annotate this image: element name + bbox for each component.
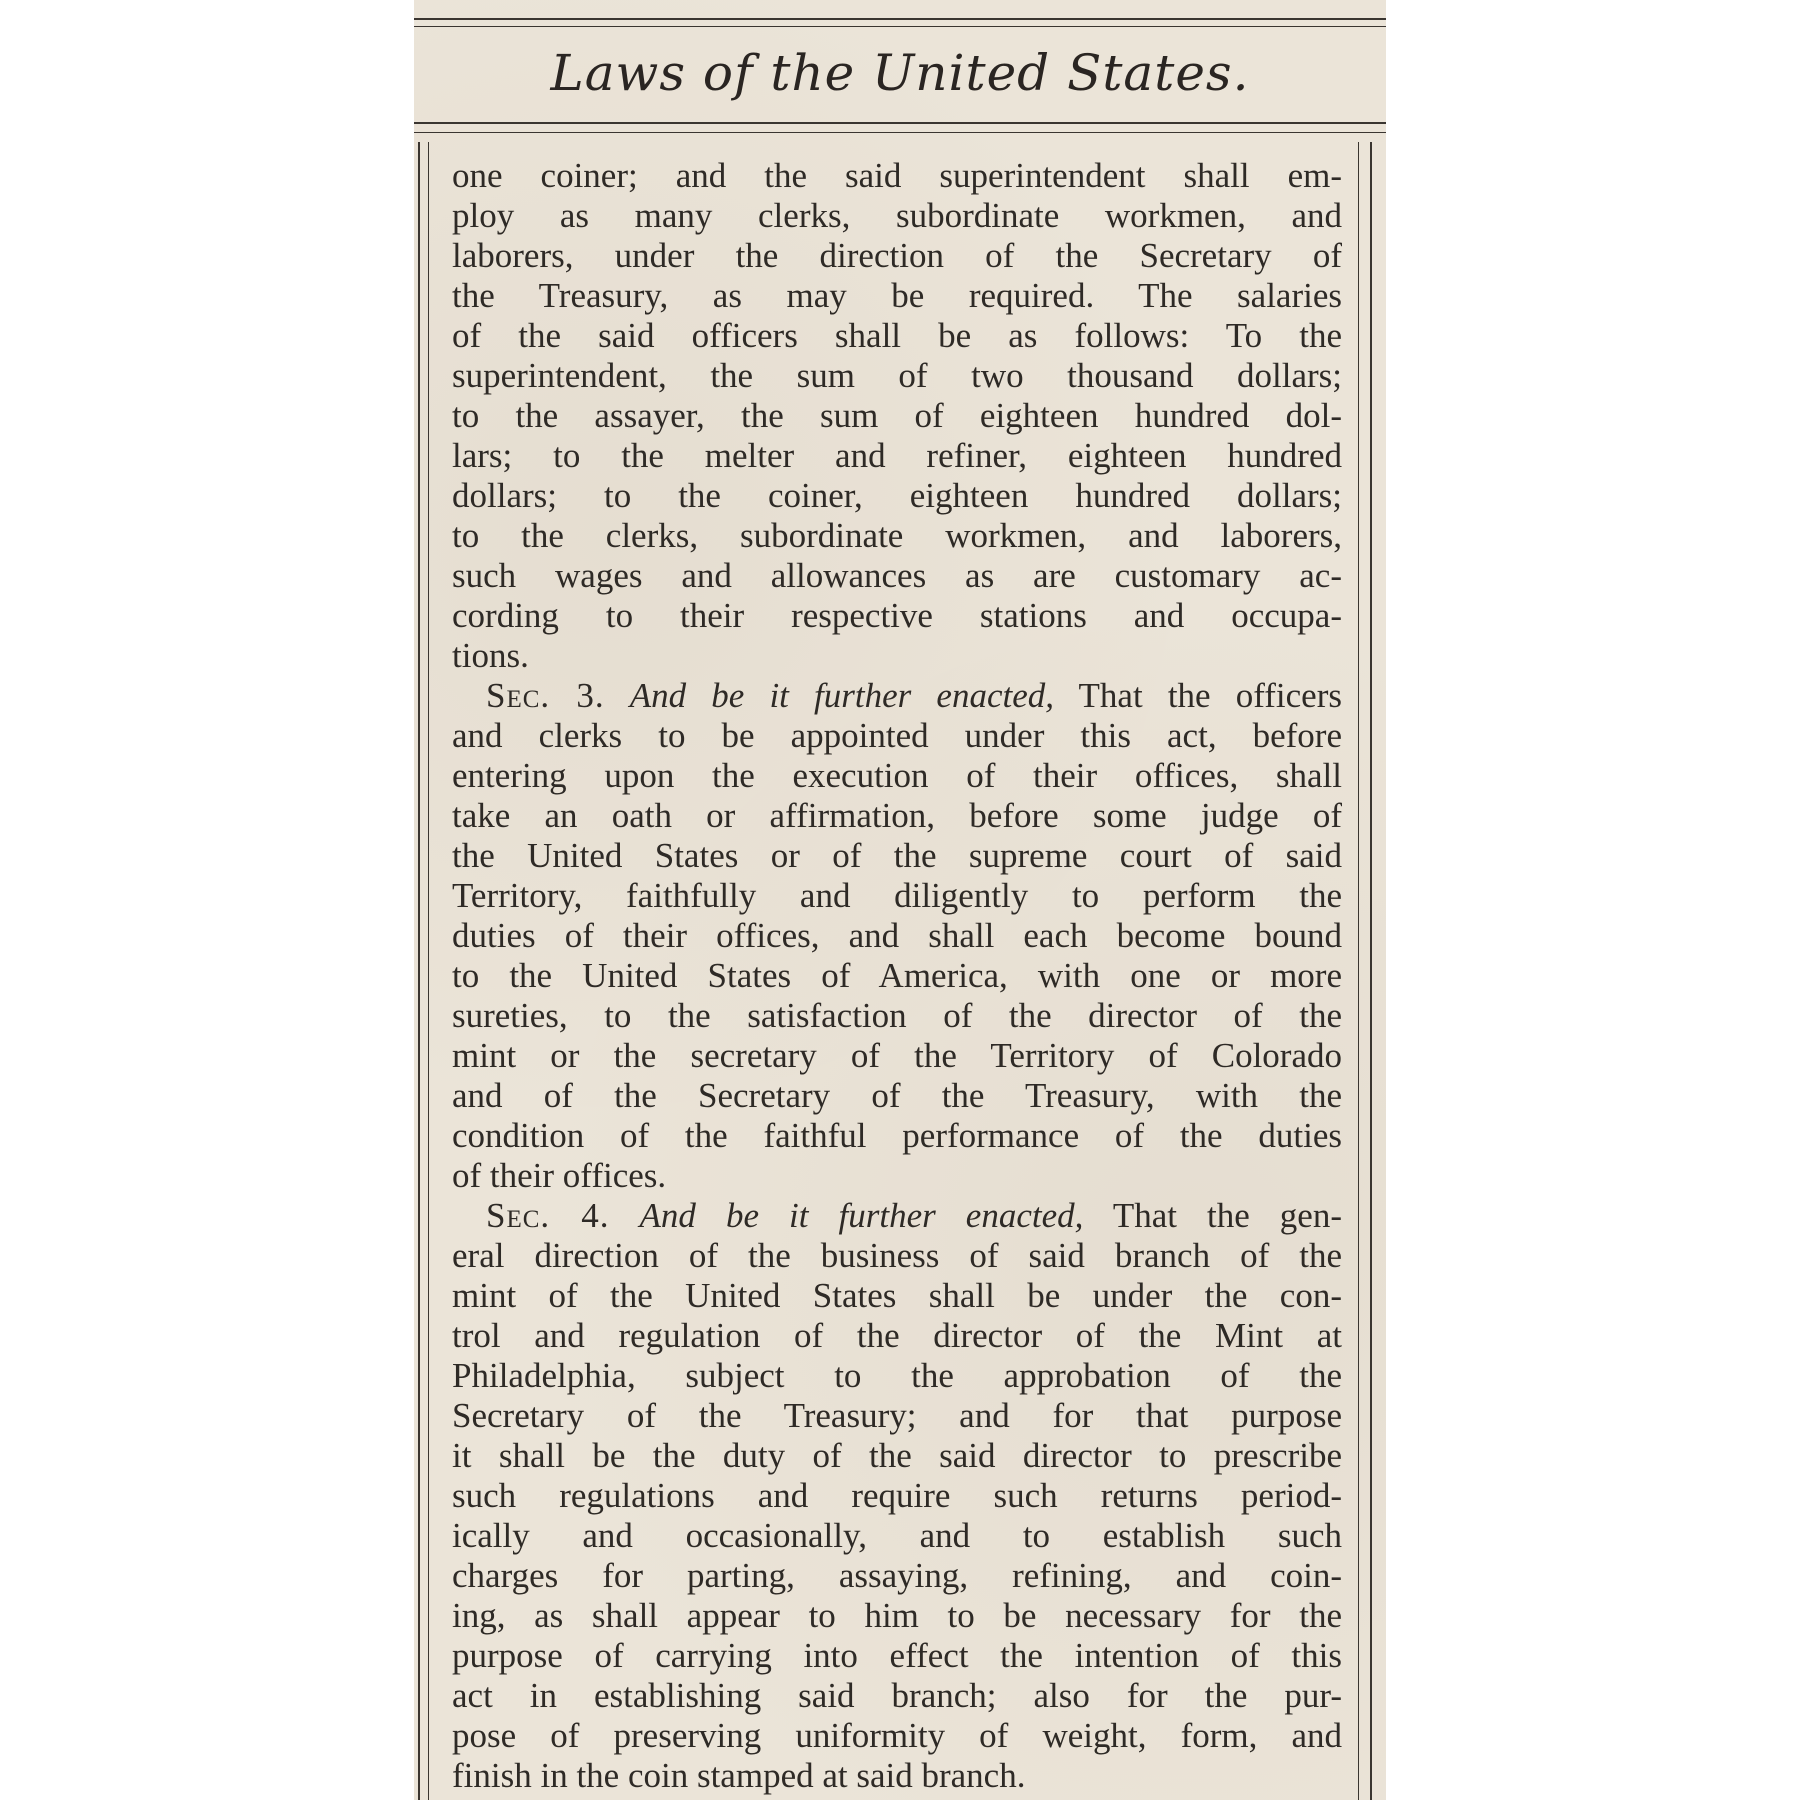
text-line [452,996,1342,1036]
text-line [452,676,1342,716]
text-line [452,316,1342,356]
line-text: take an oath or affirmation, before some judge of [452,796,1342,835]
top-rule-thin [414,26,1386,27]
line-text: entering upon the execution of their offices, shall [452,756,1342,795]
text-line [452,756,1342,796]
text-line [452,836,1342,876]
text-line [452,1636,1342,1676]
line-text: laborers, under the direction of the Secretary of [452,236,1342,275]
line-text: act in establishing said branch; also for the pur- [452,1676,1342,1715]
section-number: Sec. 4. [486,1196,610,1235]
header-rule-thin [414,132,1386,133]
text-line [452,1556,1342,1596]
text-line [452,276,1342,316]
text-line [452,1236,1342,1276]
line-text: pose of preserving uniformity of weight, form, and [452,1716,1342,1755]
line-text: the Treasury, as may be required. The salaries [452,276,1342,315]
line-text: superintendent, the sum of two thousand dollars; [452,356,1342,395]
text-line [452,1196,1342,1236]
line-text: trol and regulation of the director of the Mint at [452,1316,1342,1355]
line-text: condition of the faithful performance of the duties [452,1116,1342,1155]
line-text: Philadelphia, subject to the approbation of the [452,1356,1342,1395]
line-text: mint of the United States shall be under the con- [452,1276,1342,1315]
line-text: dollars; to the coiner, eighteen hundred dollars; [452,476,1342,515]
text-column [452,156,1342,1800]
text-line [452,1116,1342,1156]
right-column-border [1370,142,1372,1800]
enacting-clause: And be it further enacted, [639,1196,1084,1235]
text-line [452,436,1342,476]
text-line [452,196,1342,236]
text-line [452,556,1342,596]
line-text: Secretary of the Treasury; and for that purpose [452,1396,1342,1435]
text-line [452,1356,1342,1396]
line-text: eral direction of the business of said branch of the [452,1236,1342,1275]
line-text: to the United States of America, with one or more [452,956,1342,995]
left-column-border [418,142,420,1800]
right-column-border-inner [1358,142,1359,1800]
line-text: lars; to the melter and refiner, eighteen hundred [452,436,1342,475]
text-line [452,1076,1342,1116]
line-text: ically and occasionally, and to establish such [452,1516,1342,1555]
line-text: sureties, to the satisfaction of the director of the [452,996,1342,1035]
line-text: ing, as shall appear to him to be necessary for the [452,1596,1342,1635]
left-column-border-inner [428,142,429,1800]
text-line [452,236,1342,276]
line-text: to the assayer, the sum of eighteen hundred dol- [452,396,1342,435]
line-text: That the officers [1078,676,1342,715]
text-line [452,516,1342,556]
page-header-title: Laws of the United States. [550,44,1250,102]
text-line [452,1316,1342,1356]
text-line [452,716,1342,756]
text-line [452,1516,1342,1556]
line-text: duties of their offices, and shall each become bound [452,916,1342,955]
text-line [452,1676,1342,1716]
enacting-clause: And be it further enacted, [629,676,1055,715]
line-text: That the gen- [1112,1196,1342,1235]
text-line [452,1156,1342,1196]
section-number: Sec. 3. [486,676,605,715]
line-text: one coiner; and the said superintendent shall em- [452,156,1342,195]
line-text: it shall be the duty of the said director to prescribe [452,1436,1342,1475]
text-line [452,1716,1342,1756]
line-text: of their offices. [452,1156,667,1195]
text-line [452,396,1342,436]
text-line [452,916,1342,956]
text-line [452,156,1342,196]
line-text: Territory, faithfully and diligently to perform the [452,876,1342,915]
text-line [452,1756,1342,1796]
line-text: tions. [452,636,529,675]
text-line [452,1436,1342,1476]
header-rule [414,122,1386,124]
top-rule [414,18,1386,20]
text-line [452,1476,1342,1516]
text-line [452,596,1342,636]
text-line [452,796,1342,836]
line-text: finish in the coin stamped at said branch. [452,1756,1026,1795]
line-text: such regulations and require such returns period- [452,1476,1342,1515]
text-line [452,1396,1342,1436]
line-text: of the said officers shall be as follows: To the [452,316,1342,355]
text-line [452,476,1342,516]
line-text: the United States or of the supreme court of said [452,836,1342,875]
line-text: to the clerks, subordinate workmen, and laborers, [452,516,1342,555]
text-line [452,1596,1342,1636]
text-line [452,876,1342,916]
document-scan [414,0,1386,1800]
line-text: purpose of carrying into effect the intention of this [452,1636,1342,1675]
text-line [452,1036,1342,1076]
text-line [452,1276,1342,1316]
line-text: ploy as many clerks, subordinate workmen, and [452,196,1342,235]
line-text: such wages and allowances as are customary ac- [452,556,1342,595]
text-line [452,356,1342,396]
line-text: and of the Secretary of the Treasury, with the [452,1076,1342,1115]
line-text: and clerks to be appointed under this act, before [452,716,1342,755]
line-text: charges for parting, assaying, refining, and coin- [452,1556,1342,1595]
line-text: mint or the secretary of the Territory of Colorado [452,1036,1342,1075]
text-line [452,636,1342,676]
line-text: cording to their respective stations and occupa- [452,596,1342,635]
text-line [452,956,1342,996]
